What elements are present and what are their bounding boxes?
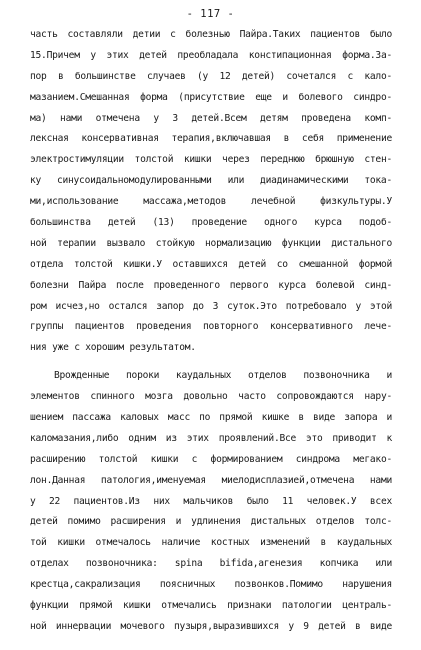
paragraph <box>30 25 392 359</box>
text-line: отдела толстой кишки.У оставшихся детей со смешанной формой <box>30 258 392 270</box>
text-line: функции прямой кишки отмечались признаки патологии централь- <box>30 600 392 612</box>
body-text <box>30 25 392 638</box>
text-line: ма) нами отмечена у 3 детей.Всем детям проведена комп- <box>30 112 392 124</box>
text-line: у 22 пациентов.Из них мальчиков было 11 человек.У всех <box>30 495 392 507</box>
text-line: Врожденные пороки каудальных отделов позвоночника и <box>54 370 392 382</box>
text-line: каломазания,либо одним из этих проявлений.Все это приводит к <box>30 432 392 444</box>
text-line: шением пассажа каловых масс по прямой кишке в виде запора и <box>30 412 392 424</box>
text-line: часть составляли детии с болезнью Пайра.Таких пациентов было <box>30 29 392 40</box>
text-line: лон.Данная патология,именуемая миелодисплазией,отмечена нами <box>30 474 392 486</box>
text-line: крестца,сакрализация поясничных позвонков.Помимо нарушения <box>30 579 392 591</box>
text-line: лексная консервативная терапия,включавшая в себя применение <box>30 133 392 145</box>
text-line: ной иннервации мочевого пузыря,выразившихся у 9 детей в виде <box>30 620 392 632</box>
text-line: болезни Пайра после проведенного первого курса болевой синд- <box>30 279 392 291</box>
paragraph-gap <box>30 359 392 366</box>
text-line: расширению толстой кишки с формированием синдрома мегако- <box>30 453 392 465</box>
text-line: группы пациентов проведения повторного консервативного лече- <box>30 321 392 333</box>
text-line: элементов спинного мозга довольно часто сопровождаются нару- <box>30 391 392 403</box>
text-line: детей помимо расширения и удлинения дистальных отделов толс- <box>30 516 392 528</box>
text-line: ми,использование массажа,методов лечебной физкультуры.У <box>30 196 392 208</box>
text-line: ния уже с хорошим результатом. <box>30 342 196 354</box>
text-line: мазанием.Смешанная форма (присутствие еще и болевого синдро- <box>30 91 392 103</box>
text-line: ку синусоидальномодулированными или диадинамическими тока- <box>30 175 392 187</box>
text-line: большинства детей (13) проведение одного курса подоб- <box>30 217 392 229</box>
paragraph <box>30 366 392 638</box>
text-line: 15.Причем у этих детей преобладала констипационная форма.За- <box>30 49 392 61</box>
text-line: пор в большинстве случаев (у 12 детей) сочетался с кало- <box>30 70 392 82</box>
page-number: - 117 - <box>186 8 235 20</box>
text-line: ром исчез,но остался запор до 3 суток.Это потребовало у этой <box>30 300 392 312</box>
text-line: электростимуляции толстой кишки через переднюю брюшную стен- <box>30 154 392 166</box>
text-line: ной терапии вызвало стойкую нормализацию функции дистального <box>30 237 392 249</box>
text-line: отделах позвоночника: spina bifida,агенезия копчика или <box>30 558 392 570</box>
text-line: той кишки отмечалось наличие костных изменений в каудальных <box>30 537 392 549</box>
